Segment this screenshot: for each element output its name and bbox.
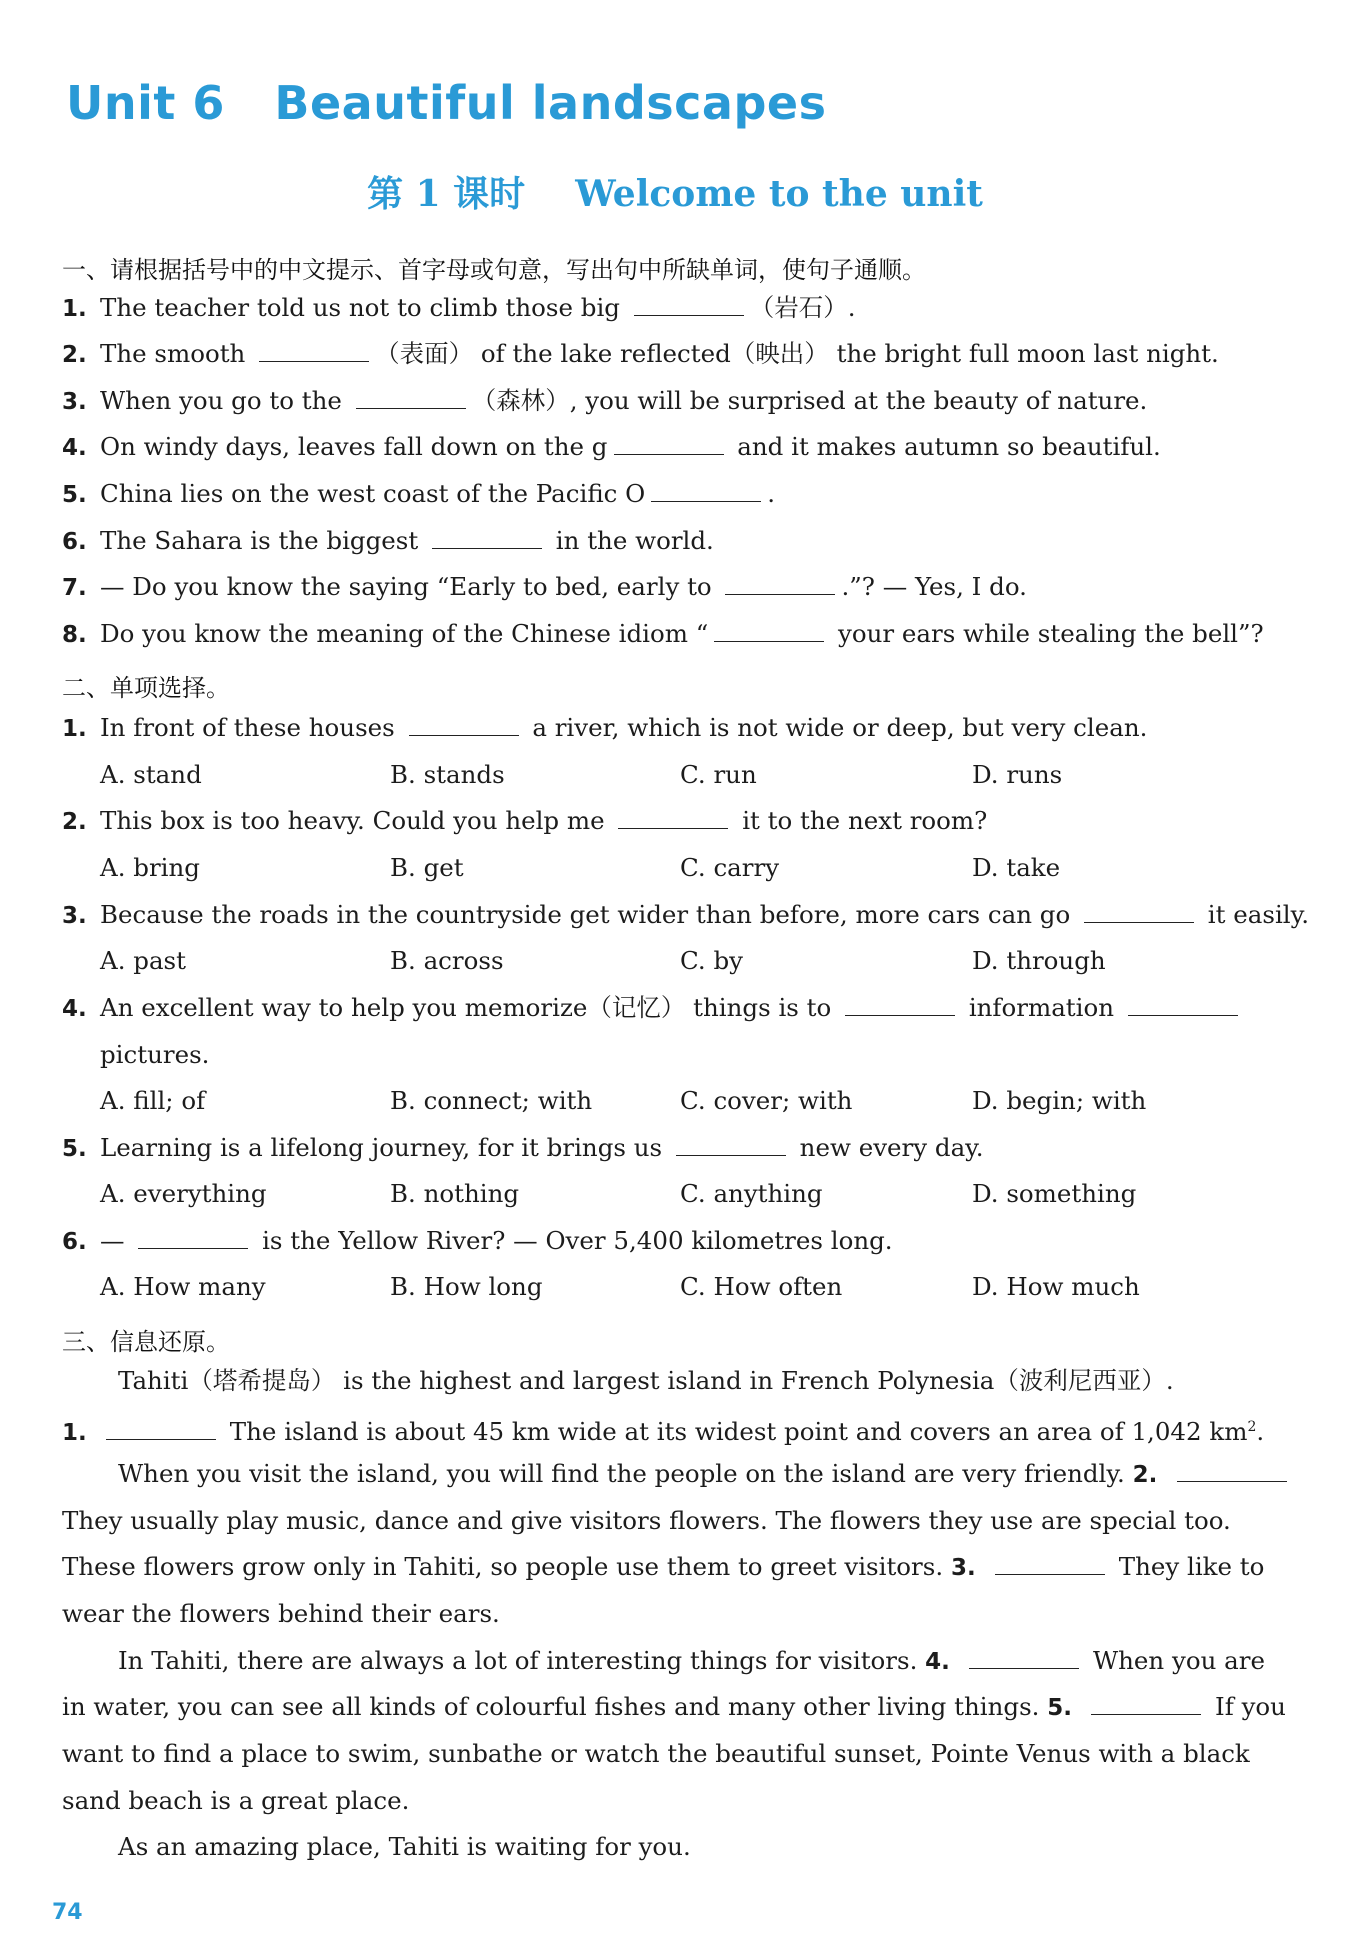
answer-blank[interactable] xyxy=(614,432,724,455)
s1-item-1: 1. The teacher told us not to climb those big （岩石）. xyxy=(62,293,856,322)
option-b[interactable]: B. How long xyxy=(390,1272,543,1301)
option-a[interactable]: A. How many xyxy=(100,1272,266,1301)
answer-blank[interactable] xyxy=(995,1552,1105,1575)
passage-line-7: In Tahiti, there are always a lot of interesting things for visitors. 4. When you are xyxy=(118,1646,1265,1675)
passage-line-4: They usually play music, dance and give visitors flowers. The flowers they use are special too. xyxy=(62,1506,1231,1535)
answer-blank[interactable] xyxy=(676,1133,786,1156)
option-b[interactable]: B. across xyxy=(390,946,504,975)
passage-line-11: As an amazing place, Tahiti is waiting for you. xyxy=(118,1832,691,1861)
s2-item-4-cont: pictures. xyxy=(100,1040,210,1069)
passage-line-6: wear the flowers behind their ears. xyxy=(62,1599,500,1628)
option-d[interactable]: D. begin; with xyxy=(972,1086,1147,1115)
answer-blank[interactable] xyxy=(845,993,955,1016)
option-a[interactable]: A. stand xyxy=(100,760,202,789)
option-a[interactable]: A. fill; of xyxy=(100,1086,206,1115)
answer-blank[interactable] xyxy=(618,806,728,829)
option-c[interactable]: C. run xyxy=(680,760,757,789)
option-c[interactable]: C. cover; with xyxy=(680,1086,853,1115)
s1-item-7: 7. — Do you know the saying “Early to bed, early to .”? — Yes, I do. xyxy=(62,572,1027,601)
option-b[interactable]: B. connect; with xyxy=(390,1086,593,1115)
s2-item-3: 3. Because the roads in the countryside get wider than before, more cars can go it easily. xyxy=(62,900,1309,929)
passage-line-3: When you visit the island, you will find the people on the island are very friendly. 2. xyxy=(118,1457,1264,1492)
s2-item-5: 5. Learning is a lifelong journey, for it brings us new every day. xyxy=(62,1133,984,1162)
s2-item-4: 4. An excellent way to help you memorize（记忆） things is to information xyxy=(62,991,1264,1026)
option-a[interactable]: A. past xyxy=(100,946,186,975)
option-a[interactable]: A. bring xyxy=(100,853,200,882)
option-c[interactable]: C. by xyxy=(680,946,743,975)
passage-line-2: 1. The island is about 45 km wide at its widest point and covers an area of 1,042 $km^2$. xyxy=(62,1417,1265,1447)
option-c[interactable]: C. How often xyxy=(680,1272,843,1301)
page-number: 74 xyxy=(52,1900,83,1925)
answer-blank[interactable] xyxy=(1091,1692,1201,1715)
s2-item-1: 1. In front of these houses a river, which is not wide or deep, but very clean. xyxy=(62,713,1148,742)
option-c[interactable]: C. anything xyxy=(680,1179,823,1208)
section3-heading: 三、信息还原。 xyxy=(62,1328,230,1356)
answer-blank[interactable] xyxy=(106,1417,216,1440)
answer-blank[interactable] xyxy=(651,479,761,502)
passage-line-10: sand beach is a great place. xyxy=(62,1786,410,1815)
option-d[interactable]: D. How much xyxy=(972,1272,1140,1301)
s1-item-5: 5. China lies on the west coast of the Pacific O . xyxy=(62,479,776,508)
option-b[interactable]: B. nothing xyxy=(390,1179,520,1208)
option-b[interactable]: B. stands xyxy=(390,760,505,789)
s1-item-4: 4. On windy days, leaves fall down on the g and it makes autumn so beautiful. xyxy=(62,432,1161,461)
answer-blank[interactable] xyxy=(259,339,369,362)
s1-item-3: 3. When you go to the （森林）, you will be surprised at the beauty of nature. xyxy=(62,386,1148,415)
s1-item-2: 2. The smooth （表面） of the lake reflected（映出） the bright full moon last night. xyxy=(62,339,1219,368)
answer-blank[interactable] xyxy=(1084,900,1194,923)
answer-blank[interactable] xyxy=(1128,993,1238,1016)
answer-blank[interactable] xyxy=(969,1646,1079,1669)
option-d[interactable]: D. take xyxy=(972,853,1061,882)
option-b[interactable]: B. get xyxy=(390,853,464,882)
answer-blank[interactable] xyxy=(725,572,835,595)
option-c[interactable]: C. carry xyxy=(680,853,780,882)
answer-blank[interactable] xyxy=(432,526,542,549)
s1-item-6: 6. The Sahara is the biggest in the world. xyxy=(62,526,714,555)
s2-item-2: 2. This box is too heavy. Could you help me it to the next room? xyxy=(62,806,988,835)
passage-line-1: Tahiti（塔希提岛） is the highest and largest island in French Polynesia（波利尼西亚）. xyxy=(118,1366,1174,1395)
answer-blank[interactable] xyxy=(138,1226,248,1249)
option-d[interactable]: D. something xyxy=(972,1179,1137,1208)
answer-blank[interactable] xyxy=(356,386,466,409)
section1-heading: 一、请根据括号中的中文提示、首字母或句意，写出句中所缺单词，使句子通顺。 xyxy=(62,256,926,284)
option-d[interactable]: D. runs xyxy=(972,760,1063,789)
passage-line-8: in water, you can see all kinds of colourful fishes and many other living things. 5. If you xyxy=(62,1692,1286,1721)
option-a[interactable]: A. everything xyxy=(100,1179,267,1208)
lesson-title: 第 1 课时 Welcome to the unit xyxy=(367,173,983,215)
answer-blank[interactable] xyxy=(409,713,519,736)
option-d[interactable]: D. through xyxy=(972,946,1106,975)
passage-line-5: These flowers grow only in Tahiti, so people use them to greet visitors. 3. They like to xyxy=(62,1552,1265,1581)
answer-blank[interactable] xyxy=(1177,1459,1287,1482)
s2-item-6: 6. — is the Yellow River? — Over 5,400 kilometres long. xyxy=(62,1226,893,1255)
unit-title: Unit 6 Beautiful landscapes xyxy=(66,76,827,130)
section2-heading: 二、单项选择。 xyxy=(62,674,230,702)
passage-line-9: want to find a place to swim, sunbathe or watch the beautiful sunset, Pointe Venus with a black xyxy=(62,1739,1250,1768)
s1-item-8: 8. Do you know the meaning of the Chinese idiom “ your ears while stealing the bell”? xyxy=(62,619,1264,648)
answer-blank[interactable] xyxy=(714,619,824,642)
answer-blank[interactable] xyxy=(634,293,744,316)
